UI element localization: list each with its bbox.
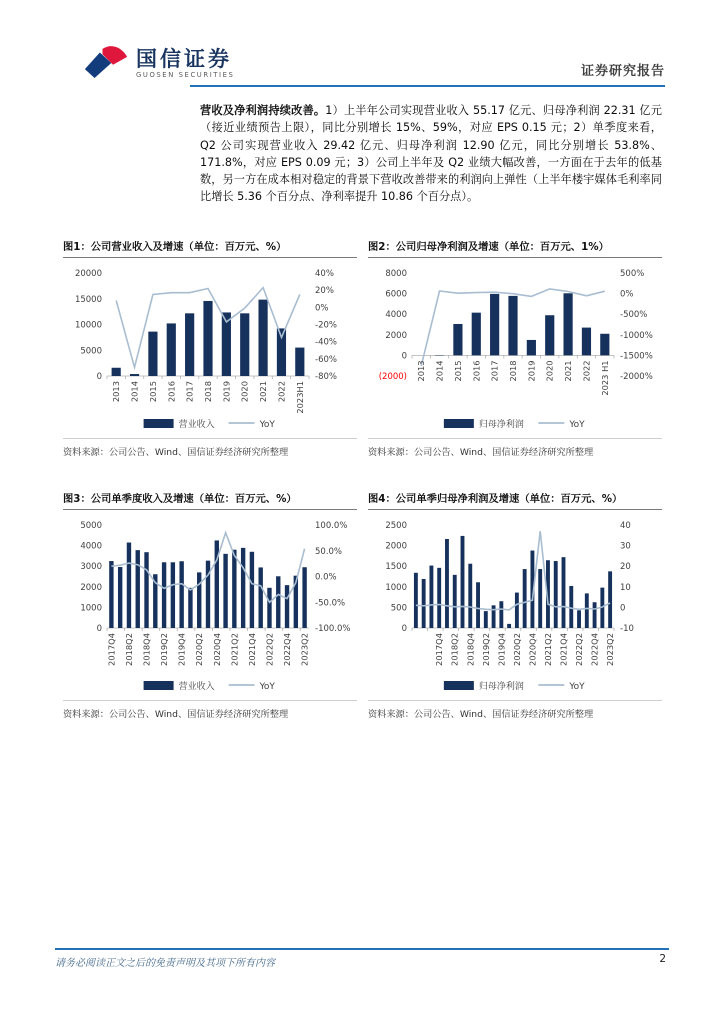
legend-bar-label: 归母净利润 [478,682,524,692]
bar [422,579,426,628]
legend-line-label: YoY [259,420,275,430]
bar [429,566,433,628]
bar [148,332,157,376]
bar [109,561,113,628]
figure-2-chart-area [368,261,662,436]
x-axis-label: 2018 [508,360,518,382]
left-axis-tick: 0 [401,351,407,362]
x-axis-label: 2019Q4 [176,633,187,666]
annual-revenue-bars [112,300,305,376]
legend-bar-label: 营业收入 [178,682,215,692]
left-axis-tick: 0 [96,624,102,634]
bar [538,569,542,628]
bar [127,543,131,628]
legend-bar-swatch [144,681,174,690]
bar [414,573,418,628]
x-axis-label: 2015 [452,360,463,382]
left-axis-tick: 2000 [80,582,102,593]
bar [523,569,527,628]
bar [545,315,554,355]
bar [461,536,465,628]
left-axis-tick: 5000 [80,521,102,531]
footer-divider [55,948,669,950]
left-axis-tick: 4000 [80,541,102,552]
figure-4-source: 资料来源：公司公告、Wind、国信证券经济研究所整理 [368,700,662,720]
bar [554,561,558,628]
bar [267,588,271,628]
x-axis-label: 2023H1 [294,381,305,414]
bar [445,539,449,628]
figure-2 [368,238,662,458]
bar [276,576,280,628]
x-axis-label: 2022Q4 [589,633,600,666]
bar [259,567,263,628]
bar [240,313,249,376]
paragraph-body: 1）上半年公司实现营业收入 55.17 亿元、归母净利润 22.31 亿元（接近业绩预告上限），同比分别增长 15%、59%，对应 EPS 0.15 元；2）单季度来看，Q2 公司实现营业收入 29.42 亿元、归母净利润 12.90 亿元，同比分别增长 53.8%、171.8%，对应 EPS 0.09 元；3）公司上半年及 Q2 业绩大幅改善，一方面在于去年的低基数，另一方在成本相对稳定的背景下营收改善带来的利润向上弹性（上半年楼宇媒体毛利率同比增长 5.36 个百分点、净利率提升 10.86 个百分点）。 [200,104,662,204]
brand-name: 国信证券 [136,46,232,71]
legend-bar-label: 归母净利润 [478,420,524,430]
left-axis-tick: 15000 [74,294,102,305]
left-axis-tick: 2000 [385,330,407,341]
bar [490,294,499,355]
x-axis-label: 2020Q2 [194,633,205,666]
left-axis-tick: 10000 [74,320,102,331]
bar [118,567,122,628]
legend-bar-label: 营业收入 [178,420,215,430]
figure-3-chart-area [63,513,357,698]
right-axis-tick: 0% [620,289,634,300]
left-axis-tick: 8000 [385,269,407,279]
right-axis-tick: -1500% [620,351,653,362]
bar [162,562,166,628]
right-axis-tick: 20 [620,562,631,573]
bar [600,334,609,356]
bar [577,610,581,628]
bar [112,368,121,376]
bar [527,340,536,355]
x-axis-label: 2021Q4 [246,633,257,666]
legend-line-label: YoY [259,682,275,692]
bar [285,585,289,628]
x-axis-label: 2020Q2 [511,633,522,666]
right-axis-tick: -40% [315,337,337,348]
right-axis-tick: 500% [620,269,645,279]
bar [223,554,227,628]
x-axis-label: 2021 [258,381,269,403]
bar [593,602,597,628]
left-axis-tick: 1500 [385,562,407,573]
figure-4-chart-area [368,513,662,698]
x-axis-label: 2021Q2 [229,633,240,666]
left-axis-tick: 4000 [385,310,407,321]
bar [472,313,481,356]
x-axis-label: 2016 [166,381,177,403]
right-axis-tick: 0.0% [315,572,337,583]
figure-1-source: 资料来源：公司公告、Wind、国信证券经济研究所整理 [63,438,357,458]
right-axis-tick: -1000% [620,330,653,341]
quarterly-revenue-bars [109,540,307,628]
x-axis-label: 2013 [111,381,122,403]
x-axis-label: 2018Q2 [449,633,460,666]
bar [241,548,245,628]
figure-2-source: 资料来源：公司公告、Wind、国信证券经济研究所整理 [368,438,662,458]
annual-net-profit-bars [435,293,609,355]
right-axis-tick: 40 [620,521,631,531]
right-axis-tick: -80% [315,372,337,382]
x-axis-label: 2019 [526,360,537,382]
right-axis-tick: 10 [620,582,631,593]
x-axis-label: 2023Q2 [299,633,310,666]
bar [130,374,139,376]
bar [167,323,176,376]
bar [453,575,457,628]
x-axis-label: 2019Q2 [480,633,491,666]
right-axis-tick: 20% [315,286,334,297]
annual-revenue-chart [63,261,357,436]
quarterly-net-profit-chart [368,513,662,698]
legend-line-label: YoY [569,420,585,430]
figure-3-source: 资料来源：公司公告、Wind、国信证券经济研究所整理 [63,700,357,720]
left-axis-tick: 1000 [385,582,407,593]
bar [562,557,566,628]
left-axis-tick: 0 [401,624,407,634]
bar [171,562,175,628]
x-axis-label: 2017 [489,360,500,382]
brand-text-block [136,47,234,80]
left-axis-tick: (2000) [378,372,407,382]
bar [484,611,488,628]
figure-1-chart-area [63,261,357,436]
report-type-label: 证券研究报告 [580,64,665,79]
figure-4-title: 图4：公司单季归母净利润及增速（单位：百万元、%） [368,490,662,510]
header-logo [84,44,234,82]
x-axis-label: 2020 [544,360,555,382]
bar [232,550,236,628]
x-axis-label: 2021Q2 [542,633,553,666]
x-axis-label: 2017Q4 [434,633,445,666]
x-axis-label: 2018Q4 [465,633,476,666]
figure-1-title: 图1：公司营业收入及增速（单位：百万元、%） [63,238,357,258]
x-axis-label: 2022Q4 [282,633,293,666]
bar [188,588,192,628]
paragraph-lead: 营收及净利润持续改善。 [200,104,326,117]
page-number: 2 [659,953,666,965]
left-axis-tick: 5000 [80,346,102,357]
right-axis-tick: 30 [620,541,631,552]
bar [144,552,148,628]
bar [206,561,210,628]
left-axis-tick: 2000 [385,541,407,552]
x-axis-label: 2020 [239,381,250,403]
x-axis-label: 2016 [471,360,482,382]
left-axis-tick: 20000 [74,269,102,279]
x-axis-label: 2018 [203,381,213,403]
figure-3-title: 图3：公司单季度收入及增速（单位：百万元、%） [63,490,357,510]
bar [203,301,212,376]
right-axis-tick: -100.0% [315,624,351,634]
right-axis-tick: 0 [620,603,626,614]
x-axis-label: 2018Q4 [141,633,152,666]
x-axis-label: 2022 [276,381,287,403]
bar [136,550,140,628]
legend-bar-swatch [444,419,474,428]
bar [437,568,441,628]
right-axis-tick: 50.0% [315,546,343,557]
right-axis-tick: -500% [620,310,648,321]
left-axis-tick: 2500 [385,521,407,531]
x-axis-label: 2020Q4 [211,633,222,666]
bar [185,313,194,376]
bar [492,605,496,628]
x-axis-label: 2022 [581,360,592,382]
x-axis-label: 2017 [184,381,195,403]
guosen-logo-icon [84,44,128,82]
right-axis-tick: 0% [315,303,329,314]
brand-subtitle: GUOSEN SECURITIES [136,70,235,79]
bar [499,601,503,628]
x-axis-label: 2014 [129,381,140,403]
legend-bar-swatch [144,419,174,428]
left-axis-tick: 500 [390,603,407,614]
bar [476,582,480,628]
bar [197,572,201,628]
figure-1 [63,238,357,458]
x-axis-label: 2014 [434,360,445,382]
bar [582,328,591,356]
right-axis-tick: -50.0% [315,598,346,609]
bar [585,593,589,628]
bar [507,624,511,628]
x-axis-label: 2013 [416,360,427,382]
left-axis-tick: 1000 [80,603,102,614]
bar [453,324,462,355]
x-axis-label: 2015 [147,381,158,403]
x-axis-label: 2022Q2 [264,633,275,666]
legend-line-label: YoY [569,682,585,692]
x-axis-label: 2021Q4 [558,633,569,666]
x-axis-label: 2019 [221,381,232,403]
bar [508,296,517,356]
x-axis-label: 2019Q2 [159,633,170,666]
x-axis-label: 2019Q4 [496,633,507,666]
x-axis-label: 2023Q2 [605,633,616,666]
bar [569,586,573,628]
body-paragraph [200,102,662,206]
footer-disclaimer: 请务必阅读正文之后的免责声明及其项下所有内容 [55,958,275,969]
right-axis-tick: 100.0% [315,521,348,531]
bar [302,567,306,628]
bar [295,348,304,376]
bar [515,593,519,628]
bar [259,300,268,376]
x-axis-label: 2022Q2 [574,633,585,666]
header-divider [190,85,665,87]
left-axis-tick: 6000 [385,289,407,300]
left-axis-tick: 0 [96,372,102,382]
quarterly-net-profit-bars [414,536,612,628]
right-axis-tick: -2000% [620,372,653,382]
x-axis-label: 2021 [563,360,574,382]
x-axis-label: 2020Q4 [527,633,538,666]
x-axis-label: 2018Q2 [123,633,134,666]
left-axis-tick: 3000 [80,562,102,573]
legend-bar-swatch [444,681,474,690]
right-axis-tick: -10 [620,624,634,634]
bar [250,552,254,628]
bar [608,571,612,628]
right-axis-tick: -20% [315,320,337,331]
bar [468,564,472,628]
figure-4 [368,490,662,720]
right-axis-tick: 40% [315,269,334,279]
figure-3 [63,490,357,720]
x-axis-label: 2023 H1 [599,360,610,396]
annual-net-profit-chart [368,261,662,436]
right-axis-tick: -60% [315,354,337,365]
x-axis-label: 2017Q4 [106,633,117,666]
quarterly-revenue-chart [63,513,357,698]
figure-2-title: 图2：公司归母净利润及增速（单位：百万元、1%） [368,238,662,258]
bar [564,293,573,355]
bar [179,561,183,628]
